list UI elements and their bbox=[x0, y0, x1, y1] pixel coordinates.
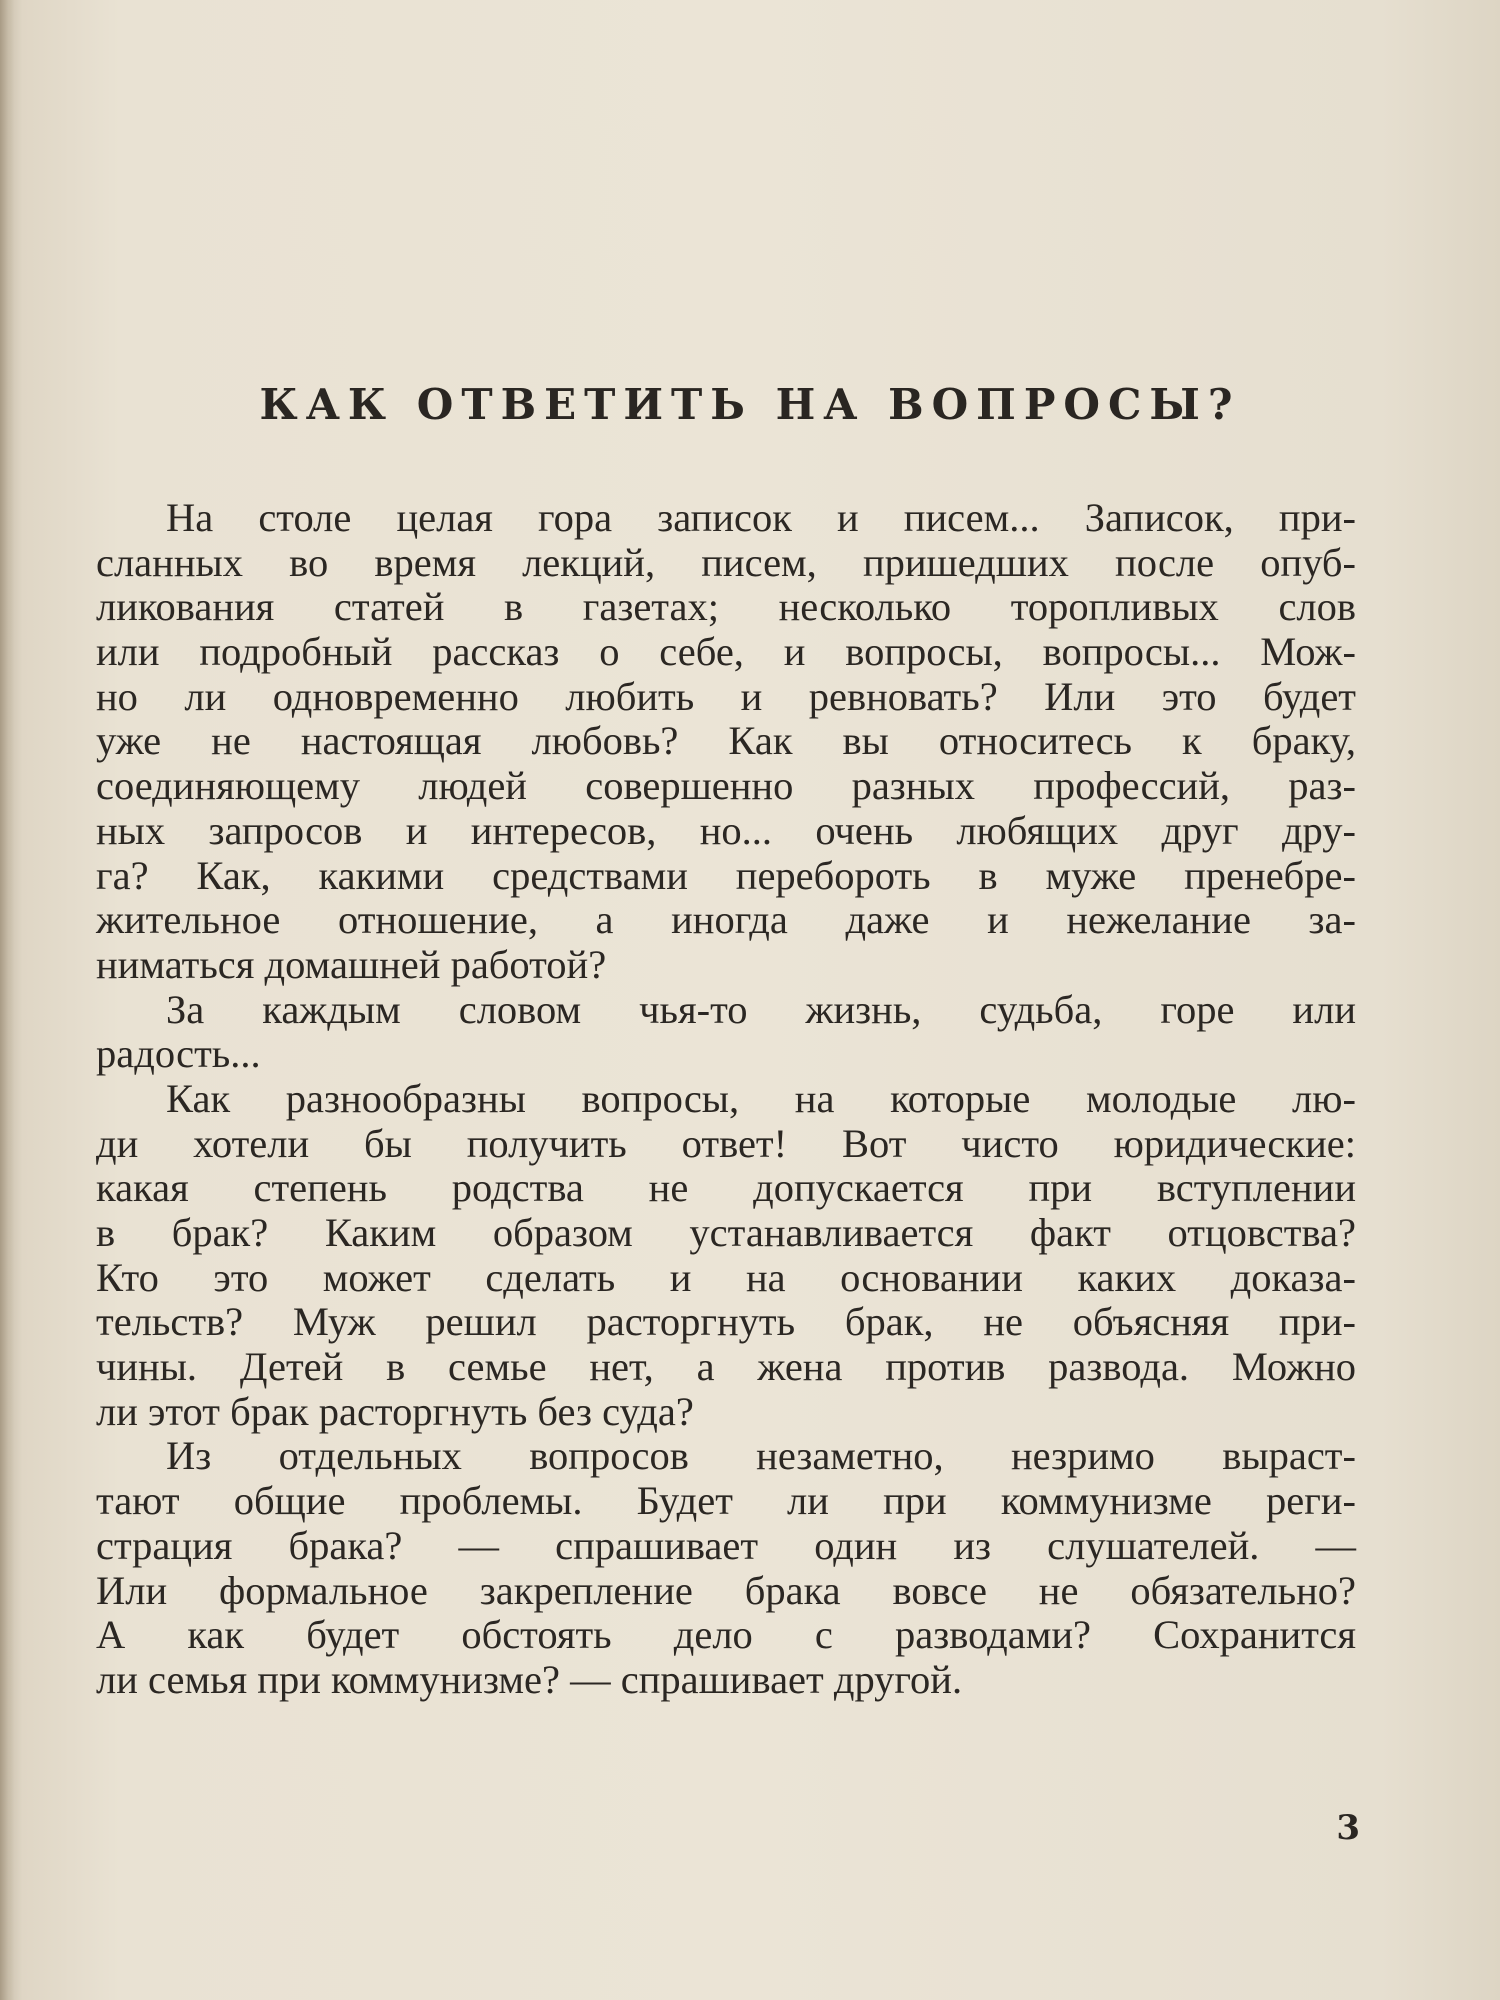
text-line: или подробный рассказ о себе, и вопросы, вопросы... Мож- bbox=[96, 629, 1356, 675]
page-binding-edge bbox=[0, 0, 14, 2000]
text-line: уже не настоящая любовь? Как вы относитесь к браку, bbox=[96, 718, 1356, 764]
text-line: тают общие проблемы. Будет ли при коммунизме реги- bbox=[96, 1478, 1356, 1524]
text-line: радость... bbox=[96, 1031, 261, 1077]
text-line: га? Как, какими средствами перебороть в муже пренебре- bbox=[96, 852, 1356, 898]
text-line: А как будет обстоять дело с разводами? Сохранится bbox=[96, 1612, 1356, 1658]
body-text bbox=[96, 496, 1356, 1703]
text-line: ных запросов и интересов, но... очень любящих друг дру- bbox=[96, 807, 1356, 853]
text-line: Кто это может сделать и на основании каких доказа- bbox=[96, 1254, 1356, 1300]
chapter-title: КАК ОТВЕТИТЬ НА ВОПРОСЫ? bbox=[259, 380, 1241, 429]
text-line: тельств? Муж решил расторгнуть брак, не объясняя при- bbox=[96, 1299, 1356, 1345]
text-line: жительное отношение, а иногда даже и нежелание за- bbox=[96, 897, 1356, 943]
text-line: в брак? Каким образом устанавливается факт отцовства? bbox=[96, 1210, 1356, 1255]
page-number: 3 bbox=[1336, 1808, 1360, 1848]
text-line: соединяющему людей совершенно разных профессий, раз- bbox=[96, 763, 1356, 809]
text-line: какая степень родства не допускается при вступлении bbox=[96, 1165, 1356, 1211]
text-line: Из отдельных вопросов незаметно, незримо выраст- bbox=[166, 1433, 1356, 1479]
text-line: ди хотели бы получить ответ! Вот чисто юридические: bbox=[96, 1120, 1356, 1166]
text-line: страция брака? — спрашивает один из слушателей. — bbox=[96, 1522, 1356, 1568]
paragraph bbox=[96, 1077, 1356, 1435]
text-line: Или формальное закрепление брака вовсе не обязательно? bbox=[96, 1567, 1356, 1613]
text-line: За каждым словом чья-то жизнь, судьба, горе или bbox=[166, 986, 1356, 1032]
paragraph bbox=[96, 988, 1356, 1077]
text-line: чины. Детей в семье нет, а жена против развода. Можно bbox=[96, 1344, 1356, 1390]
paragraph bbox=[96, 1434, 1356, 1702]
text-line: ли этот брак расторгнуть без суда? bbox=[96, 1388, 694, 1434]
text-line: ли семья при коммунизме? — спрашивает другой. bbox=[96, 1656, 963, 1702]
paragraph bbox=[96, 496, 1356, 988]
text-line: Как разнообразны вопросы, на которые молодые лю- bbox=[166, 1075, 1356, 1121]
text-line: ниматься домашней работой? bbox=[96, 941, 607, 987]
text-line: На столе целая гора записок и писем... Записок, при- bbox=[166, 495, 1356, 540]
text-line: но ли одновременно любить и ревновать? Или это будет bbox=[96, 673, 1356, 719]
text-line: сланных во время лекций, писем, пришедших после опуб- bbox=[96, 539, 1356, 585]
text-line: ликования статей в газетах; несколько торопливых слов bbox=[96, 584, 1356, 630]
